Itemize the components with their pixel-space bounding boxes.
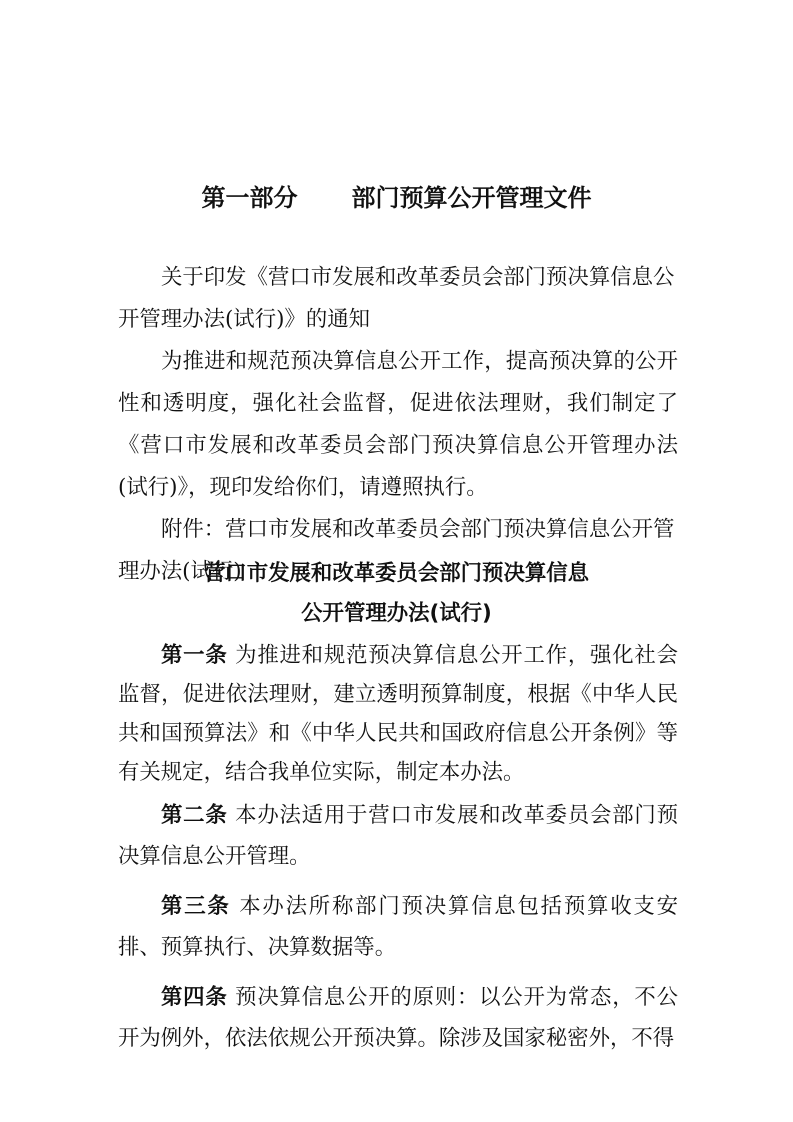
article-1-label: 第一条 [161, 643, 228, 668]
article-1-text: 为推进和规范预决算信息公开工作，强化社会监督，促进依法理财，建立透明预算制度，根据《中华人民共和国预算法》和《中华人民共和国政府信息公开条例》等有关规定，结合我单位实际，制定本办法。 [118, 643, 678, 785]
regulation-title-line2: 公开管理办法(试行) [301, 601, 492, 626]
article-3-text: 本办法所称部门预决算信息包括预算收支安排、预算执行、决算数据等。 [118, 894, 678, 960]
article-2 [118, 795, 678, 877]
article-3-label: 第三条 [161, 894, 231, 919]
notice-body: 为推进和规范预决算信息公开工作，提高预决算的公开性和透明度，强化社会监督，促进依法理财，我们制定了《营口市发展和改革委员会部门预决算信息公开管理办法(试行)》，现印发给你们，请遵照执行。 [118, 349, 678, 500]
part-title [0, 183, 793, 213]
article-2-label: 第二条 [161, 803, 228, 828]
regulation-title-line1: 营口市发展和改革委员会部门预决算信息 [203, 561, 590, 586]
part-number: 第一部分 [201, 184, 298, 212]
article-4-text: 预决算信息公开的原则：以公开为常态，不公开为例外，依法依规公开预决算。除涉及国家秘密外，不得 [118, 985, 678, 1051]
notice-title: 关于印发《营口市发展和改革委员会部门预决算信息公开管理办法(试行)》的通知 [118, 265, 675, 332]
article-4 [118, 977, 678, 1059]
article-1 [118, 636, 678, 792]
notice-attachment: 附件：营口市发展和改革委员会部门预决算信息公开管理办法(试行) [118, 517, 675, 584]
article-2-text: 本办法适用于营口市发展和改革委员会部门预决算信息公开管理。 [118, 803, 678, 869]
part-name: 部门预算公开管理文件 [351, 184, 592, 212]
article-3 [118, 886, 678, 968]
article-4-label: 第四条 [161, 985, 228, 1010]
